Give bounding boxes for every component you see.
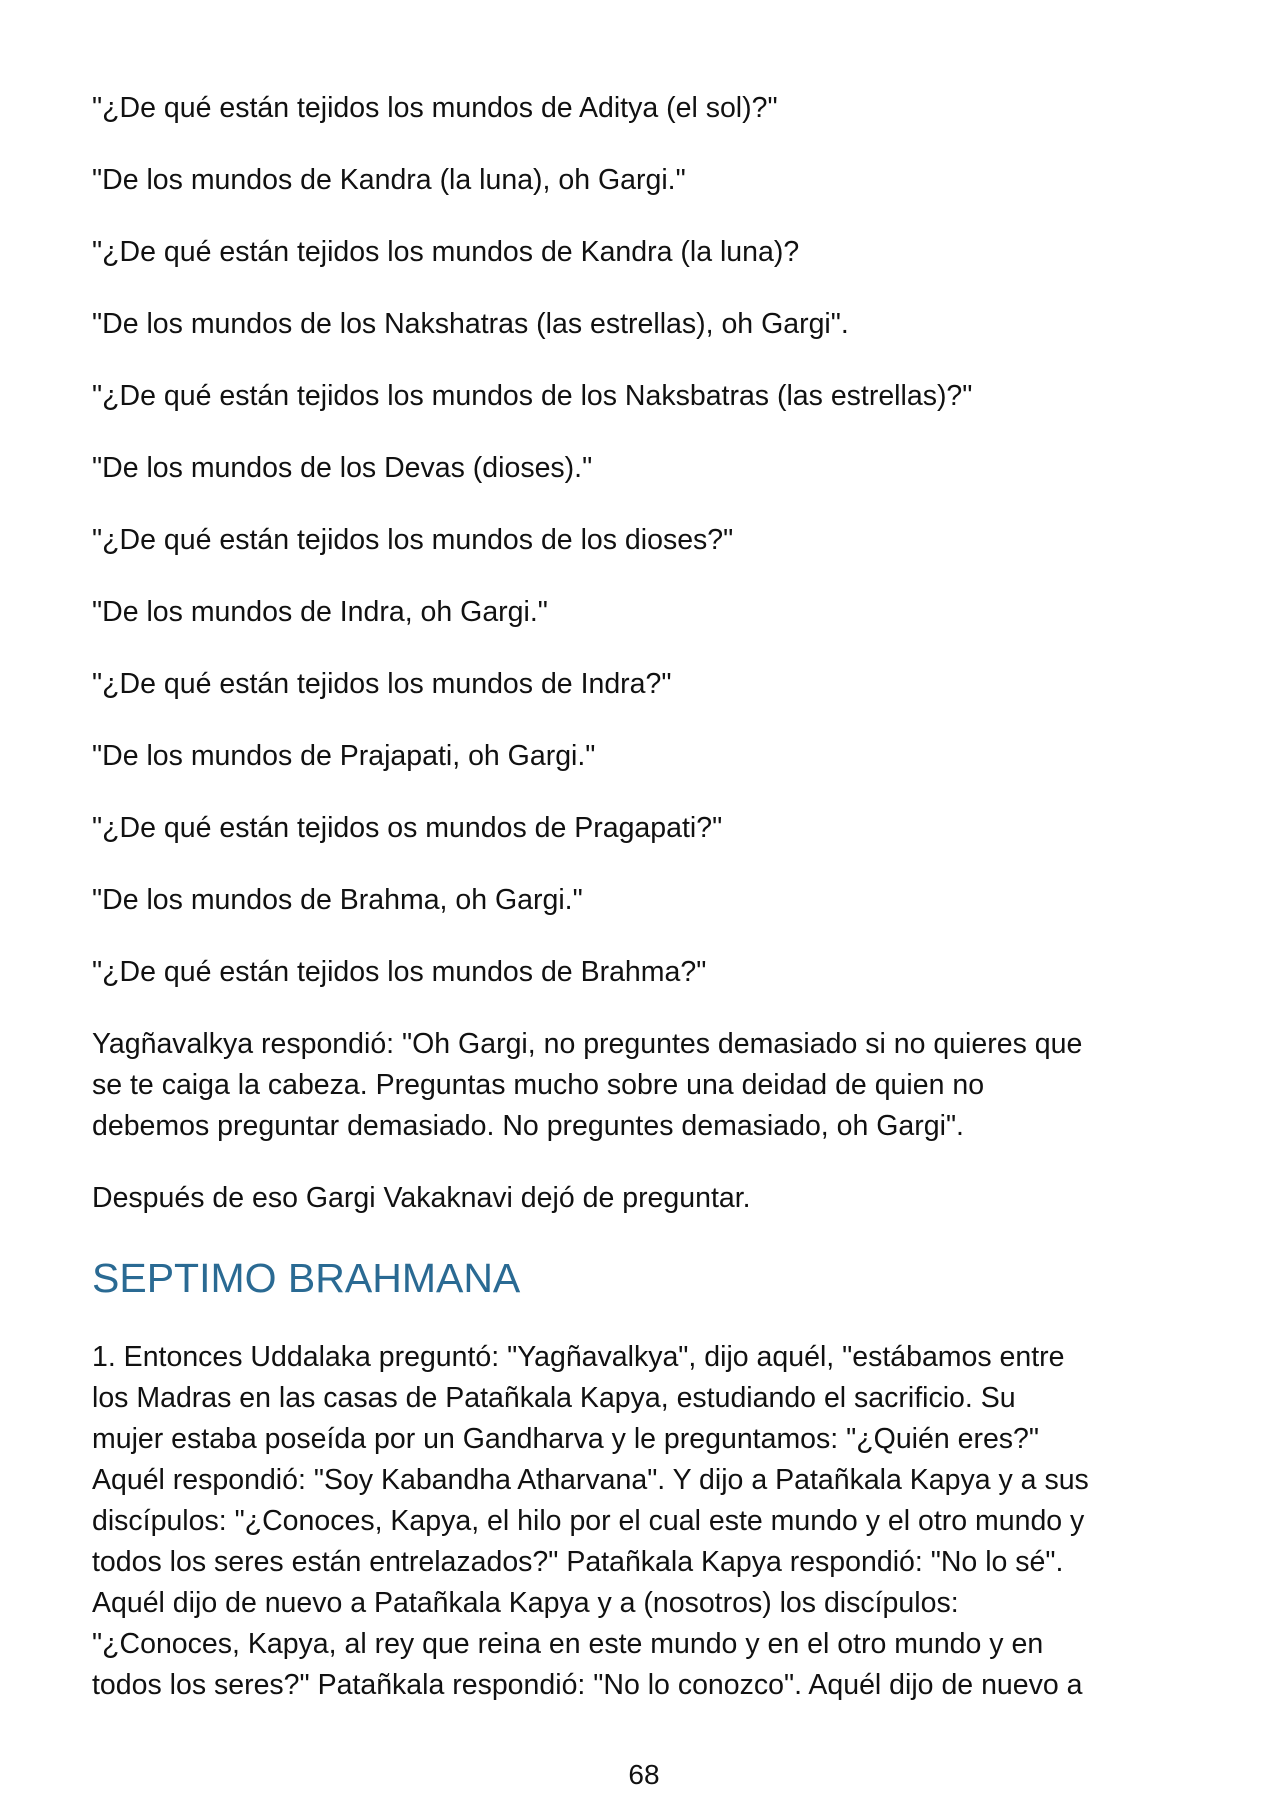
- closing-line: Después de eso Gargi Vakaknavi dejó de preguntar.: [92, 1182, 751, 1214]
- dialogue-line-2: "De los mundos de Kandra (la luna), oh Gargi.": [92, 164, 686, 196]
- section-heading: SEPTIMO BRAHMANA: [92, 1255, 521, 1301]
- dialogue-line-7: "¿De qué están tejidos los mundos de los dioses?": [92, 524, 734, 556]
- dialogue-line-11: "¿De qué están tejidos os mundos de Pragapati?": [92, 812, 723, 844]
- dialogue-line-12: "De los mundos de Brahma, oh Gargi.": [92, 884, 583, 916]
- section-line-6: todos los seres están entrelazados?" Patañkala Kapya respondió: "No lo sé".: [92, 1546, 1064, 1578]
- dialogue-line-8: "De los mundos de Indra, oh Gargi.": [92, 596, 548, 628]
- section-line-2: los Madras en las casas de Patañkala Kapya, estudiando el sacrificio. Su: [92, 1382, 1016, 1414]
- section-line-8: "¿Conoces, Kapya, al rey que reina en este mundo y en el otro mundo y en: [92, 1628, 1044, 1660]
- section-line-5: discípulos: "¿Conoces, Kapya, el hilo por el cual este mundo y el otro mundo y: [92, 1505, 1085, 1537]
- dialogue-line-4: "De los mundos de los Nakshatras (las estrellas), oh Gargi".: [92, 308, 849, 340]
- section-paragraph: [92, 1337, 1202, 1706]
- response-line-2: se te caiga la cabeza. Preguntas mucho sobre una deidad de quien no: [92, 1069, 985, 1101]
- dialogue-line-10: "De los mundos de Prajapati, oh Gargi.": [92, 740, 596, 772]
- section-line-7: Aquél dijo de nuevo a Patañkala Kapya y a (nosotros) los discípulos:: [92, 1587, 959, 1619]
- page-number: 68: [628, 1759, 660, 1790]
- response-paragraph: [92, 1024, 1202, 1147]
- section-line-3: mujer estaba poseída por un Gandharva y le preguntamos: "¿Quién eres?": [92, 1423, 1040, 1455]
- dialogue-line-6: "De los mundos de los Devas (dioses).": [92, 452, 593, 484]
- response-line-1: Yagñavalkya respondió: "Oh Gargi, no preguntes demasiado si no quieres que: [92, 1028, 1083, 1060]
- response-line-3: debemos preguntar demasiado. No preguntes demasiado, oh Gargi".: [92, 1110, 964, 1142]
- dialogue-line-3: "¿De qué están tejidos los mundos de Kandra (la luna)?: [92, 236, 800, 268]
- document-page: [92, 88, 1202, 1737]
- section-line-1: 1. Entonces Uddalaka preguntó: "Yagñavalkya", dijo aquél, "estábamos entre: [92, 1341, 1065, 1373]
- dialogue-line-5: "¿De qué están tejidos los mundos de los Naksbatras (las estrellas)?": [92, 380, 973, 412]
- section-line-9: todos los seres?" Patañkala respondió: "No lo conozco". Aquél dijo de nuevo a: [92, 1669, 1083, 1701]
- dialogue-line-1: "¿De qué están tejidos los mundos de Aditya (el sol)?": [92, 92, 778, 124]
- section-line-4: Aquél respondió: "Soy Kabandha Atharvana". Y dijo a Patañkala Kapya y a sus: [92, 1464, 1089, 1496]
- dialogue-line-13: "¿De qué están tejidos los mundos de Brahma?": [92, 956, 707, 988]
- dialogue-line-9: "¿De qué están tejidos los mundos de Indra?": [92, 668, 672, 700]
